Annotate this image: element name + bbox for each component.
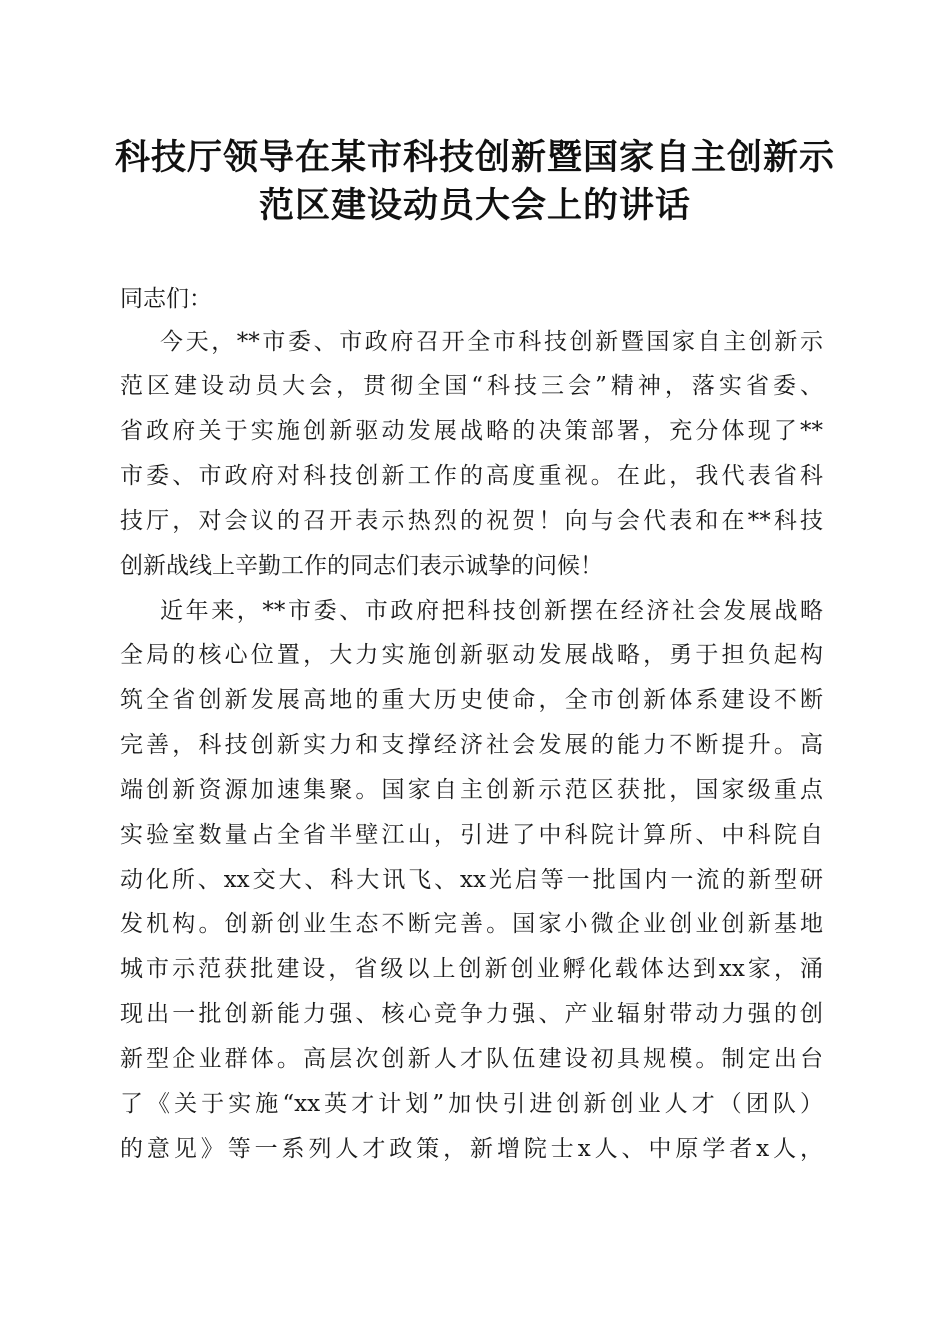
paragraph-2-line: 实验室数量占全省半壁江山，引进了中科院计算所、中科院自 (120, 822, 823, 848)
paragraph-1-line: 范区建设动员大会，贯彻全国“科技三会”精神，落实省委、 (120, 373, 823, 399)
paragraph-2-line: 发机构。创新创业生态不断完善。国家小微企业创业创新基地 (120, 911, 823, 937)
paragraph-1-line: 省政府关于实施创新驱动发展战略的决策部署，充分体现了** (120, 418, 823, 444)
paragraph-2-line: 的意见》等一系列人才政策，新增院士x人、中原学者x人， (120, 1136, 823, 1162)
paragraph-2-line: 近年来，**市委、市政府把科技创新摆在经济社会发展战略 (160, 598, 823, 624)
paragraph-2-line: 筑全省创新发展高地的重大历史使命，全市创新体系建设不断 (120, 687, 823, 713)
paragraph-2-line: 端创新资源加速集聚。国家自主创新示范区获批，国家级重点 (120, 777, 823, 803)
paragraph-2-line: 完善，科技创新实力和支撑经济社会发展的能力不断提升。高 (120, 732, 823, 758)
paragraph-1-line: 今天，**市委、市政府召开全市科技创新暨国家自主创新示 (160, 329, 823, 355)
paragraph-2-line: 现出一批创新能力强、核心竞争力强、产业辐射带动力强的创 (120, 1001, 823, 1027)
paragraph-2-line: 全局的核心位置，大力实施创新驱动发展战略，勇于担负起构 (120, 642, 823, 668)
paragraph-2-line: 了《关于实施“xx英才计划”加快引进创新创业人才（团队） (120, 1091, 823, 1117)
paragraph-2-line: 城市示范获批建设，省级以上创新创业孵化载体达到xx家，涌 (120, 956, 823, 982)
document-title-line-1: 科技厅领导在某市科技创新暨国家自主创新示 (114, 138, 835, 178)
salutation: 同志们： (120, 286, 212, 312)
paragraph-2-line: 动化所、xx交大、科大讯飞、xx光启等一批国内一流的新型研 (120, 867, 823, 893)
paragraph-1-line: 创新战线上辛勤工作的同志们表示诚挚的问候！ (120, 553, 603, 579)
paragraph-1-line: 市委、市政府对科技创新工作的高度重视。在此，我代表省科 (120, 463, 823, 489)
paragraph-2-line: 新型企业群体。高层次创新人才队伍建设初具规模。制定出台 (120, 1046, 823, 1072)
document-title-line-2: 范区建设动员大会上的讲话 (258, 186, 691, 226)
paragraph-1-line: 技厅，对会议的召开表示热烈的祝贺！向与会代表和在**科技 (120, 508, 823, 534)
